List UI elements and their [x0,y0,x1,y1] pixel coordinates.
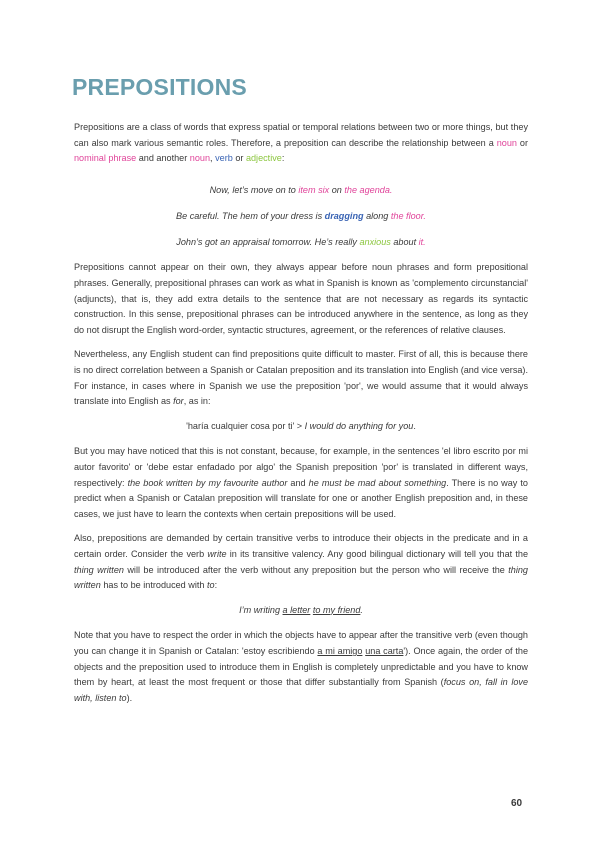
italic-term: the book written by my favourite author [127,477,288,488]
italic-term: focus on, fall in love with, listen to [74,677,529,704]
text-run: Nevertheless, any English student can find prepositions quite difficult to master. First of all, this is because there is no direct correlation between a Spanish or Catalan preposition and its translation into English (and vice versa). For instance, in cases where in Spanish we use the preposition 'por', we would assume that it would always translate into English as [74,349,528,407]
page-title: PREPOSITIONS [72,74,247,100]
text-run: I’m writing [239,604,283,615]
text-run: But you may have noticed that this is not constant, because, for example, in the sentences 'el libro escrito por mi autor favorito' or 'debe estar enfadado por algo' the Spanish preposition 'por' is translated in different ways, respectively: [74,446,528,488]
document-body [74,120,528,715]
text-run: on [329,185,345,196]
text-run: 'haría cualquier cosa por ti' > [186,420,305,431]
example-sentence [74,235,528,251]
text-run: has to be introduced with [100,580,207,591]
text-run: ). [126,693,133,704]
page-number: 60 [511,798,523,809]
text-run: Prepositions are a class of words that express spatial or temporal relations between two or more things, but they can also mark various semantic roles. Therefore, a preposition can describe the relationship between a [74,122,528,148]
text-run: Also, prepositions are demanded by certain transitive verbs to introduce their objects in the predicate and in a certain order. Consider the verb [74,533,528,559]
text-run: , as in: [183,396,211,407]
underlined-object: a mi amigo [317,645,363,656]
nominal-phrase-term: nominal phrase [74,153,137,164]
text-run: along [363,210,391,221]
example-sentence [74,183,528,199]
noun-highlight: item six [298,185,330,196]
text-run: and another [136,153,190,164]
text-run: . [413,420,416,431]
noun-highlight: it. [418,236,426,247]
body-paragraph: Prepositions cannot appear on their own, they always appear before noun phrases and form prepositional phrases. Generally, prepositional phrases can work as what in Spanish is known as 'complemento circunstancial' (adjuncts), that is, they add extra details to the sentence that are not necessary as regards its syntactic construction. In this sense, prepositional phrases can be introduced anywhere in the sentence, as long as they do not disrupt the English word-order, syntactic structures, agreement, or the references of relative clauses. [74,262,528,336]
italic-term: for [173,396,184,407]
verb-highlight: dragging [324,210,364,221]
text-run: in its transitive valency. Any good bilingual dictionary will tell you that the [226,548,529,559]
text-run: will be introduced after the verb without any preposition but the person who will receive the [123,564,509,575]
noun-term: noun [496,137,517,148]
example-sentence [74,419,528,435]
text-run: Now, let’s move on to [209,185,299,196]
body-paragraph [74,347,528,410]
verb-term: verb [215,153,233,164]
example-sentence [74,603,528,619]
noun-term: noun [189,153,211,164]
underlined-object: una carta [365,645,404,656]
text-run: or [232,153,246,164]
adjective-highlight: anxious [359,236,391,247]
text-run: about [390,236,419,247]
text-run: and [287,477,309,488]
text-run: : [214,580,218,591]
text-run: '). Once again, the order of the objects and the preposition used to introduce them in English is completely unpredictable and you have to know them by heart, at least the most frequent or those that differ substantially from Spanish ( [74,645,529,688]
example-sentence [74,209,528,225]
italic-term: I would do anything for you [304,420,414,431]
text-run: John’s got an appraisal tomorrow. He’s really [176,236,360,247]
body-paragraph [74,444,528,523]
intro-paragraph [74,120,528,167]
text-run: . [360,604,363,615]
text-run: , [210,153,216,164]
text-run: Note that you have to respect the order in which the objects have to appear after the transitive verb (even though you can change it in Spanish or Catalan: 'estoy escribiendo [74,630,528,656]
text-run: Be careful. The hem of your dress is [176,210,325,221]
italic-term: to [206,580,215,591]
underlined-object: to my friend [312,604,361,615]
italic-term: he must be mad about something [308,477,447,488]
underlined-object: a letter [282,604,311,615]
text-run: or [516,137,528,148]
italic-term: thing written [74,564,528,591]
italic-term: thing written [74,564,124,575]
adjective-term: adjective [245,153,282,164]
body-paragraph [74,531,528,594]
noun-highlight: the floor. [390,210,426,221]
text-run: : [281,153,285,164]
noun-highlight: the agenda. [344,185,393,196]
italic-term: write [207,548,227,559]
text-run: . There is no way to predict when a Spanish or Catalan preposition will translate for one or another English preposition and, in these cases, we just have to learn the contexts when certain prepositions will be used. [74,477,528,520]
body-paragraph [74,628,528,707]
